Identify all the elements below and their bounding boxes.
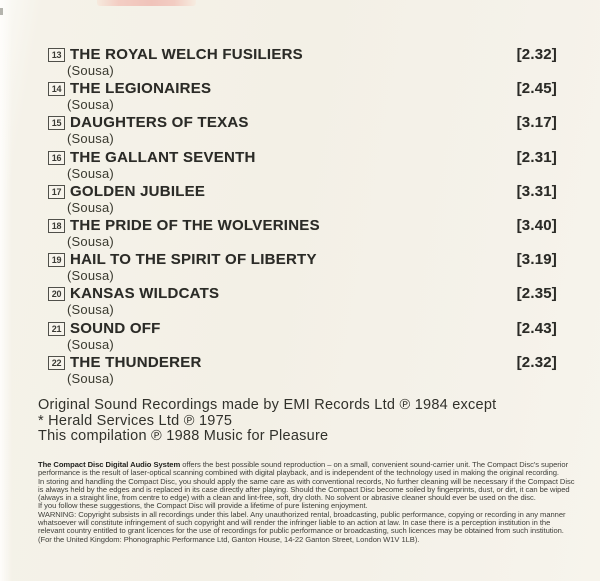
track-main-line — [48, 80, 557, 97]
credits-block — [38, 398, 496, 445]
track-number-box — [48, 253, 65, 267]
track-row — [48, 183, 557, 217]
track-main-line — [48, 114, 557, 131]
track-composer: (Sousa) — [67, 165, 114, 181]
track-number-box — [48, 356, 65, 370]
fine-print-heading: The Compact Disc Digital Audio System — [38, 460, 181, 469]
track-duration: [2.45] — [516, 80, 557, 98]
track-row — [48, 114, 557, 148]
track-number: 19 — [51, 255, 62, 266]
track-title: THE LEGIONAIRES — [70, 80, 212, 98]
track-number: 21 — [51, 323, 62, 334]
track-main-line — [48, 46, 557, 63]
track-title: HAIL TO THE SPIRIT OF LIBERTY — [70, 251, 317, 269]
track-number-box — [48, 48, 65, 62]
track-duration: [2.35] — [516, 285, 557, 303]
track-row — [48, 354, 557, 388]
track-main-line — [48, 320, 557, 337]
track-composer: (Sousa) — [67, 336, 114, 352]
track-number-box — [48, 116, 65, 130]
track-number: 20 — [51, 289, 62, 300]
track-title: KANSAS WILDCATS — [70, 285, 220, 303]
track-main-line — [48, 217, 557, 234]
track-main-line — [48, 149, 557, 166]
track-number: 13 — [51, 50, 62, 60]
track-main-line — [48, 285, 557, 302]
track-number: 22 — [51, 357, 62, 368]
track-row — [48, 46, 557, 80]
track-composer: (Sousa) — [67, 199, 114, 215]
fine-print-block — [38, 461, 578, 544]
track-row — [48, 217, 557, 251]
track-composer: (Sousa) — [67, 97, 114, 113]
fine-print-paragraph-3: If you follow these suggestions, the Compact Disc will provide a lifetime of pure listening enjoyment. — [38, 501, 368, 511]
track-duration: [2.43] — [516, 319, 557, 337]
scan-left-edge — [0, 0, 12, 581]
track-row — [48, 80, 557, 114]
track-number: 15 — [51, 118, 62, 129]
track-composer: (Sousa) — [67, 268, 114, 284]
track-row — [48, 320, 557, 354]
fine-print-paragraph-1 — [38, 461, 578, 478]
track-row — [48, 285, 557, 319]
track-duration: [3.40] — [516, 216, 557, 234]
track-number: 17 — [51, 186, 62, 197]
track-number-box — [48, 82, 65, 96]
track-duration: [2.32] — [516, 46, 557, 63]
track-duration: [3.19] — [516, 251, 557, 269]
track-composer: (Sousa) — [67, 370, 114, 386]
track-title: GOLDEN JUBILEE — [70, 182, 206, 200]
track-row — [48, 149, 557, 183]
track-number-box — [48, 322, 65, 336]
track-duration: [2.32] — [516, 353, 557, 371]
track-number-box — [48, 151, 65, 165]
track-number: 18 — [51, 220, 62, 231]
credits-line-2: * Herald Services Ltd ℗ 1975 — [38, 412, 233, 429]
cover-edge-strip — [97, 0, 196, 6]
scan-edge-notch — [0, 8, 3, 15]
track-title: THE PRIDE OF THE WOLVERINES — [70, 216, 320, 234]
track-composer: (Sousa) — [67, 131, 114, 147]
track-duration: [3.31] — [516, 182, 557, 200]
fine-print-paragraph-2: In storing and handling the Compact Disc, you should apply the same care as with conventional records, No further cleaning will be necessary if the Compact Disc is always held by the edges and is replaced in its case directly after playing. Should the Compact Disc become soiled by fingerprints, dust, or dirt, it can be wiped (always in a straight line, from centre to edge) with a clean and lint-free, soft, dry cloth. No solvent or abrasive cleaner should ever be used on the disc. — [38, 476, 575, 503]
track-title: THE ROYAL WELCH FUSILIERS — [70, 46, 303, 63]
track-number-box — [48, 219, 65, 233]
track-main-line — [48, 251, 557, 268]
track-title: SOUND OFF — [70, 319, 161, 337]
track-number-box — [48, 287, 65, 301]
track-title: THE THUNDERER — [70, 353, 202, 371]
track-title: THE GALLANT SEVENTH — [70, 148, 256, 166]
track-row — [48, 251, 557, 285]
fine-print-paragraph-4: WARNING: Copyright subsists in all recordings under this label. Any unauthorized rental, broadcasting, public performance, copying or recording in any manner whatsoever will constitute infringement of such copyright and will render the infringer liable to an action at law. In case there is a perception institution in the relevant country entitled to grant licences for the use of recordings for public performance or broadcasting, such licences may be obtained from such institution. (For the United Kingdom: Phonographic Performance Ltd, Ganton House, 14-22 Ganton Street, London W1V 1LB). — [38, 509, 566, 544]
track-main-line — [48, 183, 557, 200]
track-title: DAUGHTERS OF TEXAS — [70, 114, 249, 132]
fine-print-paragraph-1-text: offers the best possible sound reproduction – on a small, convenient sound-carrier unit. The Compact Disc's superior performance is the result of laser-optical scanning combined with digital playback, and is independent of the technology used in making the original recording. — [38, 460, 569, 478]
credits-line-1: Original Sound Recordings made by EMI Records Ltd ℗ 1984 except — [38, 397, 497, 413]
track-number: 14 — [51, 84, 62, 95]
track-number: 16 — [51, 152, 62, 163]
track-composer: (Sousa) — [67, 63, 114, 78]
track-list — [48, 46, 557, 388]
track-composer: (Sousa) — [67, 233, 114, 249]
credits-line-3: This compilation ℗ 1988 Music for Pleasure — [38, 428, 329, 444]
track-duration: [3.17] — [516, 114, 557, 132]
track-duration: [2.31] — [516, 148, 557, 166]
track-main-line — [48, 354, 557, 371]
track-number-box — [48, 185, 65, 199]
track-composer: (Sousa) — [67, 302, 114, 318]
